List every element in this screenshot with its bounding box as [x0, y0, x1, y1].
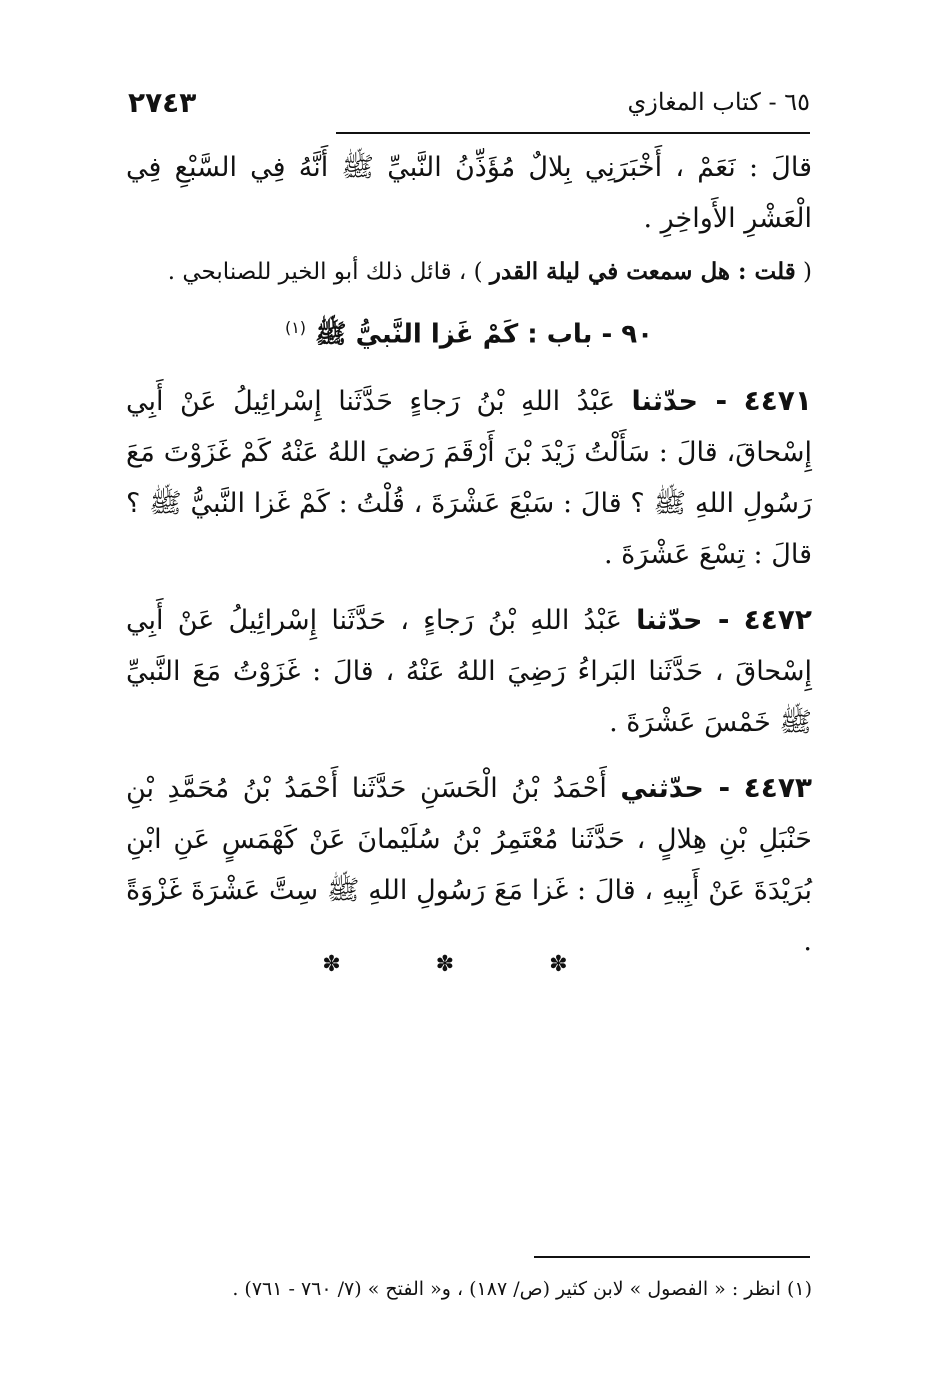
hadith-text: عَبْدُ اللهِ بْنُ رَجاءٍ ، حَدَّثَنا إِسْرائِيلُ عَنْ أَبِي إِسْحاقَ ، حَدَّثَنا البَراءُ رَضِيَ اللهُ عَنْهُ ، قالَ : غَزَوْتُ مَعَ النَّبيِّ ﷺ خَمْسَ عَشْرَةَ . — [126, 604, 812, 738]
hadith-text: أَحْمَدُ بْنُ الْحَسَنِ حَدَّثَنا أَحْمَدُ بْنُ مُحَمَّدِ بْنِ حَنْبَلِ بْنِ هِلالٍ ، حَدَّثَنا مُعْتَمِرُ بْنُ سُلَيْمانَ عَنْ كَهْمَسٍ عَنِ ابْنِ بُرَيْدَةَ عَنْ أَبِيهِ ، قالَ : غَزا مَعَ رَسُولِ اللهِ ﷺ سِتَّ عَشْرَةَ غَزْوَةً . — [126, 772, 812, 957]
chapter-title: ٩٠ - باب : كَمْ غَزا النَّبيُّ ﷺ — [315, 319, 654, 350]
running-title: ٦٥ - كتاب المغازي — [627, 88, 810, 116]
body-text — [126, 142, 812, 981]
page-number: ٢٧٤٣ — [128, 86, 197, 119]
chapter-heading — [126, 302, 812, 361]
footnote-rule — [534, 1256, 810, 1258]
header-rule — [336, 132, 810, 134]
footnote-reference: (١) — [284, 318, 307, 337]
note-quote: قلت : هل سمعت في ليلة القدر — [489, 258, 796, 285]
hadith-4472: ٤٤٧٢ - حدّثنا عَبْدُ اللهِ بْنُ رَجاءٍ ، حَدَّثَنا إِسْرائِيلُ عَنْ أَبِي إِسْحاقَ ، حَدَّثَنا البَراءُ رَضِيَ اللهُ عَنْهُ ، قالَ : غَزَوْتُ مَعَ النَّبيِّ ﷺ خَمْسَ عَشْرَةَ . — [126, 602, 812, 738]
hadith-number: ٤٤٧٢ — [743, 602, 812, 636]
hadith-lead: حدّثنا — [631, 385, 698, 417]
footnote: (١) انظر : « الفصول » لابن كثير (ص/ ١٨٧) ، و« الفتح » (٧/ ٧٦٠ - ٧٦١) . — [232, 1278, 812, 1300]
hadith-number: ٤٤٧٣ — [743, 770, 812, 804]
hadith-4471: ٤٤٧١ - حدّثنا عَبْدُ اللهِ بْنُ رَجاءٍ حَدَّثَنا إِسْرائِيلُ عَنْ أَبِي إِسْحاقَ، قالَ : سَأَلْتُ زَيْدَ بْنَ أَرْقَمَ رَضيَ اللهُ عَنْهُ كَمْ غَزَوْتَ مَعَ رَسُولِ اللهِ ﷺ ؟ قالَ : سَبْعَ عَشْرَةَ ، قُلْتُ : كَمْ غَزا النَّبيُّ ﷺ ؟ قالَ : تِسْعَ عَشْرَةَ . — [126, 383, 812, 570]
note-open: ( — [795, 259, 812, 285]
page-header — [128, 86, 810, 126]
note-rest: ) ، قائل ذلك أبو الخير للصنابحي . — [167, 259, 490, 285]
hadith-lead: حدّثنا — [636, 604, 703, 636]
hadith-lead: حدّثني — [620, 772, 704, 804]
hadith-number: ٤٤٧١ — [743, 383, 812, 417]
editor-note — [126, 246, 812, 298]
section-separator: ✽ ✽ ✽ — [322, 952, 612, 977]
intro-paragraph: قالَ : نَعَمْ ، أَخْبَرَنِي بِلالٌ مُؤَذِّنُ النَّبيِّ ﷺ أَنَّهُ فِي السَّبْعِ فِي الْعَشْرِ الأَواخِرِ . — [126, 152, 812, 234]
hadith-text: عَبْدُ اللهِ بْنُ رَجاءٍ حَدَّثَنا إِسْرائِيلُ عَنْ أَبِي إِسْحاقَ، قالَ : سَأَلْتُ زَيْدَ بْنَ أَرْقَمَ رَضيَ اللهُ عَنْهُ كَمْ غَزَوْتَ مَعَ رَسُولِ اللهِ ﷺ ؟ قالَ : سَبْعَ عَشْرَةَ ، قُلْتُ : كَمْ غَزا النَّبيُّ ﷺ ؟ قالَ : تِسْعَ عَشْرَةَ . — [126, 385, 812, 570]
hadith-4473: ٤٤٧٣ - حدّثني أَحْمَدُ بْنُ الْحَسَنِ حَدَّثَنا أَحْمَدُ بْنُ مُحَمَّدِ بْنِ حَنْبَلِ بْنِ هِلالٍ ، حَدَّثَنا مُعْتَمِرُ بْنُ سُلَيْمانَ عَنْ كَهْمَسٍ عَنِ ابْنِ بُرَيْدَةَ عَنْ أَبِيهِ ، قالَ : غَزا مَعَ رَسُولِ اللهِ ﷺ سِتَّ عَشْرَةَ غَزْوَةً . — [126, 770, 812, 957]
